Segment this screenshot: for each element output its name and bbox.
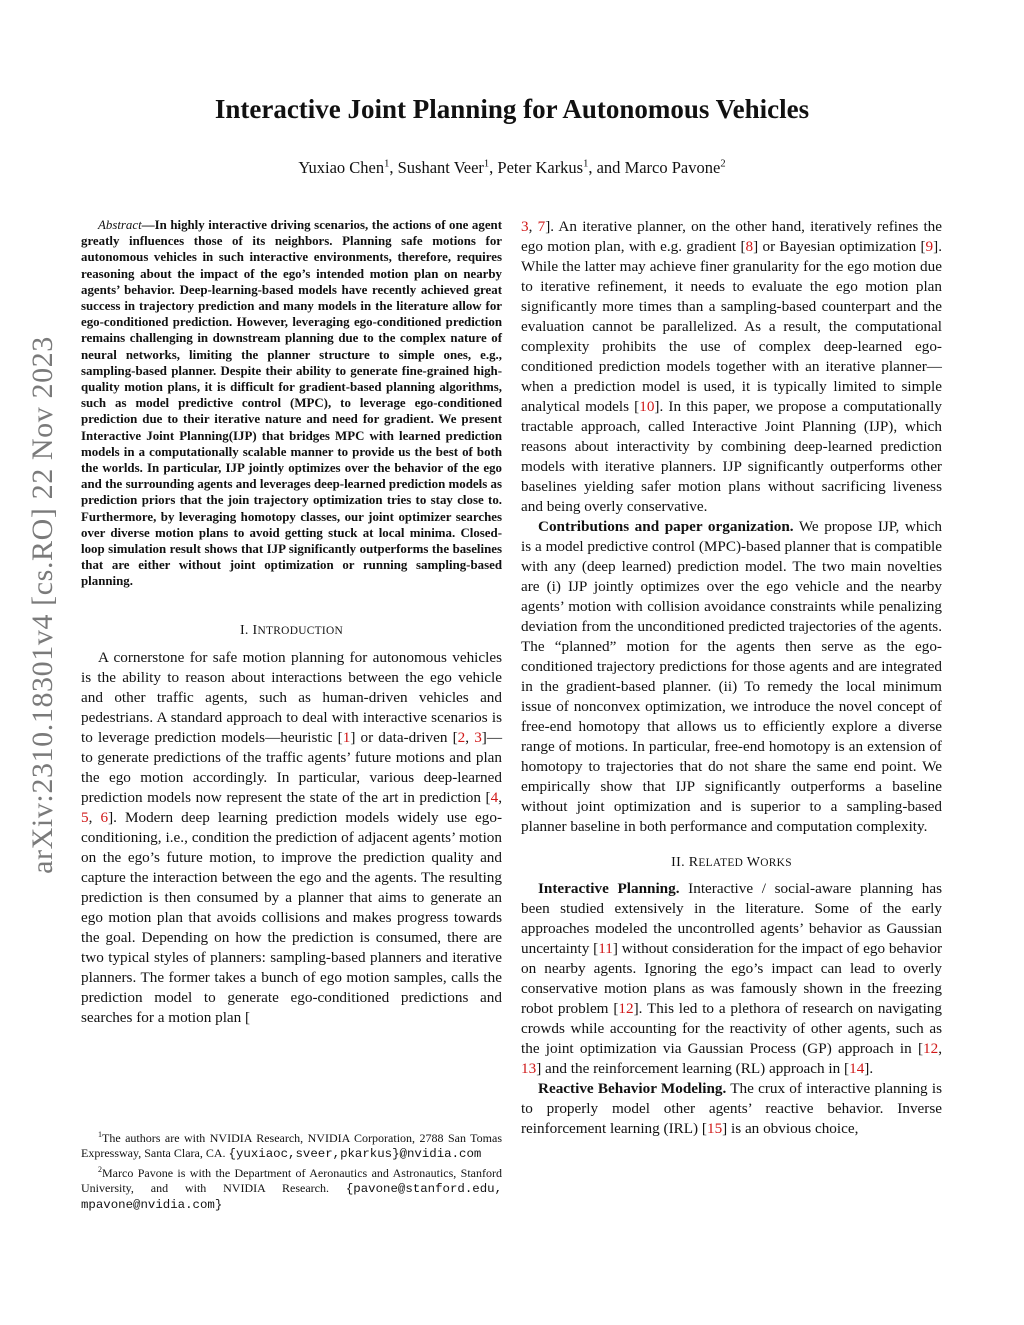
contributions-paragraph <box>521 517 942 837</box>
arxiv-sidebar <box>0 0 80 1325</box>
section-title-initial: R <box>688 855 699 870</box>
paragraph-heading: Contributions and paper organization. <box>538 518 794 535</box>
email-link[interactable]: {pavone@stanford.edu, mpavone@nvidia.com} <box>81 1182 503 1212</box>
footnote <box>81 1162 502 1213</box>
citation-link[interactable]: 8 <box>745 238 754 255</box>
footnotes <box>81 1127 502 1213</box>
text-run: The crux of interactive planning is to properly model other agents’ reactive behavior. Inverse reinforcement learning (IRL) [ <box>521 1080 942 1137</box>
affiliation-mark: 1 <box>483 158 490 170</box>
intro-paragraph-continued: 3, 7]. An iterative planner, on the other hand, iteratively refines the ego motion plan, with e.g. gradient [8] or Bayesian optimization [9]. While the latter may achieve finer granularity for the ego motion due to iterative refinement, it needs to evaluate the ego motion plan significantly more times than a sampling-based counterpart and the evaluation cannot be parallelized. As a result, the computational complexity prohibits the use of complex deep-learned ego-conditioned prediction models together with an iterative planner—when a prediction model is used, it is typically limited to simple analytical models [10]. In this paper, we propose a computationally tractable approach, called Interactive Joint Planning (IJP), which reasons about interactivity by combining deep-learned prediction models with iterative planners. IJP significantly outperforms other baselines yielding safer motion plans without sacrificing liveness and being overly conservative. <box>521 218 943 515</box>
paper-title: Interactive Joint Planning for Autonomous Vehicles <box>214 94 810 124</box>
section-title-initial: I <box>252 622 258 638</box>
affiliation-mark: 1 <box>384 158 390 170</box>
citation-link[interactable]: 1 <box>342 728 351 746</box>
citation-link[interactable]: 11 <box>598 940 613 957</box>
citation-link[interactable]: 6 <box>100 808 109 826</box>
citation-link[interactable]: 4 <box>490 788 499 806</box>
related-paragraph <box>521 1079 942 1139</box>
citation-link[interactable]: 7 <box>537 218 546 235</box>
section-title-rest: ELATED <box>698 857 744 869</box>
text-run: ]. This led to a plethora of research on navigating crowds while accounting for the reactivity of other agents, such as the joint optimization via Gaussian Process (GP) approach in [ <box>521 1000 942 1057</box>
citation-link[interactable]: 14 <box>849 1060 865 1077</box>
section-heading-related-works <box>521 853 942 873</box>
citation-link[interactable]: 3 <box>521 218 529 235</box>
affiliation-mark: 1 <box>583 158 589 170</box>
text-run: ]. In this paper, we propose a computationally tractable approach, called Interactive Joint Planning (IJP), which reasons about interactivity by combining deep-learned prediction models with iterative planners. IJP significantly outperforms other baselines yielding safer motion plans without sacrificing liveness and being overly conservative. <box>521 398 942 515</box>
footnote <box>81 1127 502 1162</box>
intro-paragraph: A cornerstone for safe motion planning for autonomous vehicles is the ability to reason about interactions between the ego vehicle and other traffic agents, such as human-driven vehicles and pedestrians. A standard approach to deal with interactive scenarios is to leverage prediction models—heuristic [1] or data-driven [2, 3]—to generate predictions of the traffic agents’ future motions and plan the ego motion accordingly. In particular, various deep-learned prediction models now represent the state of the art in prediction [4, 5, 6]. Modern deep learning prediction models widely use ego-conditioning, i.e., condition the prediction of adjacent agents’ motion on the ego’s future motion, to improve the prediction quality and capture the interaction between the ego and the agents. The resulting prediction is then consumed by a planner that aims to generate an ego motion plan that avoids collisions and makes progress towards the goal. Depending on how the prediction is consumed, there are two typical styles of planners: sampling-based planners and iterative planners. The former takes a bunch of ego motion samples, calls the prediction model to generate ego-conditioned predictions and searches for a motion plan [ <box>81 648 503 1026</box>
text-run: A cornerstone for safe motion planning for autonomous vehicles is the ability to reason about interactions between the ego vehicle and other traffic agents, such as human-driven vehicles and pedestrians. A standard approach to deal with interactive scenarios is to leverage prediction models—heuristic [ <box>81 648 502 746</box>
footnote-text: Marco Pavone is with the Department of Aeronautics and Astronautics, Stanford University, and with NVIDIA Research. <box>81 1166 502 1195</box>
text-run: ] without consideration for the impact of ego behavior on nearby agents. Ignoring the ego’s impact can lead to overly conservative motion plans as was famously shown in the freezing robot problem [ <box>521 940 943 1017</box>
citation-link[interactable]: 15 <box>706 1120 723 1137</box>
section-heading-introduction <box>81 621 502 641</box>
text-run: ] or Bayesian optimization [ <box>753 238 926 255</box>
author-list: Yuxiao Chen$^1$, Sushant Veer$^1$, Peter Karkus$^1$, and Marco Pavone$^2$ <box>298 158 726 177</box>
section-title-initial: W <box>746 855 761 870</box>
author-name: Marco Pavone <box>624 158 721 177</box>
author-name: Yuxiao Chen <box>298 158 385 177</box>
paragraph-heading: Reactive Behavior Modeling. <box>538 1080 727 1097</box>
paragraph-heading: Interactive Planning. <box>538 880 680 897</box>
author-name: Peter Karkus <box>497 158 584 177</box>
citation-link[interactable]: 9 <box>925 238 934 255</box>
related-paragraph: Interactive Planning. Interactive / social-aware planning has been studied extensively in the literature. Some of the early approaches modeled the uncontrolled agents’ behavior as Gaussian uncertainty [11] without consideration for the impact of ego behavior on nearby agents. Ignoring the ego’s impact can lead to overly conservative motion plans as was famously shown in the freezing robot problem [12]. This led to a plethora of research on navigating crowds while accounting for the reactivity of other agents, such as the joint optimization via Gaussian Process (GP) approach in [12, 13] and the reinforcement learning (RL) approach in [14]. <box>521 880 943 1077</box>
section-title-rest: ORKS <box>760 857 792 869</box>
arxiv-identifier[interactable]: arXiv:2310.18301v4 [cs.RO] 22 Nov 2023 <box>26 336 59 874</box>
abstract-text: In highly interactive driving scenarios, the actions of one agent greatly influences those of its neighbors. Planning safe motions for autonomous vehicles in such interactive environments, therefore, requires reasoning about the impact of the ego’s intended motion plan on nearby agents’ behavior. Deep-learning-based models have recently achieved great success in trajectory prediction and many models in the literature allow for ego-conditioned prediction. However, leveraging ego-conditioned prediction remains challenging in downstream planning due to the complex nature of neural networks, limiting the planner structure to simple ones, e.g., sampling-based planner. Despite their ability to generate fine-grained high-quality motion plans, it is difficult for gradient-based planning algorithms, such as model predictive control (MPC), to leverage ego-conditioned prediction due to their iterative nature and need for gradient. We present Interactive Joint Planning(IJP) that bridges MPC with learned prediction models in a computationally scalable manner to provide us the best of both the worlds. In particular, IJP jointly optimizes over the behavior of the ego and the surrounding agents and leverages deep-learned prediction models as prediction priors that the join trajectory optimization tries to stay close to. Furthermore, by leveraging homotopy classes, our joint optimizer searches over diverse motion plans to avoid getting stuck at local minima. Closed-loop simulation result shows that IJP significantly outperforms the baselines that are either without joint optimization or running sampling-based planning. <box>81 218 502 589</box>
footnote-text: The authors are with NVIDIA Research, NVIDIA Corporation, 2788 San Tomas Expressway, Santa Clara, CA. <box>81 1131 502 1160</box>
footnote-mark: 2 <box>98 1165 102 1174</box>
section-number: II. <box>671 855 685 870</box>
citation-link[interactable]: 10 <box>639 398 655 415</box>
citation-link[interactable]: 5 <box>81 808 89 826</box>
text-run: ]—to generate predictions of the traffic agents’ future motions and plan the ego motion accordingly. In particular, various deep-learned prediction models now represent the state of the art in prediction [ <box>81 728 503 806</box>
citation-link[interactable]: 2 <box>457 728 466 746</box>
citation-link[interactable]: 12 <box>923 1040 939 1057</box>
abstract: Abstract—In highly interactive driving scenarios, the actions of one agent greatly influences those of its neighbors. Planning safe motions for autonomous vehicles in such interactive environments, therefore, requires reasoning about the impact of the ego’s intended motion plan on nearby agents’ behavior. Deep-learning-based models have recently achieved great success in trajectory prediction and many models in the literature allow for ego-conditioned prediction. However, leveraging ego-conditioned prediction remains challenging in downstream planning due to the complex nature of neural networks, limiting the planner structure to simple ones, e.g., sampling-based planner. Despite their ability to generate fine-grained high-quality motion plans, it is difficult for gradient-based planning algorithms, such as model predictive control (MPC), to leverage ego-conditioned prediction due to their iterative nature and need for gradient. We present Interactive Joint Planning(IJP) that bridges MPC with learned prediction models in a computationally scalable manner to provide us the best of both the worlds. In particular, IJP jointly optimizes over the behavior of the ego and the surrounding agents and leverages deep-learned prediction models as prediction priors that the join trajectory optimization tries to stay close to. Furthermore, by leveraging homotopy classes, our joint optimizer searches over diverse motion plans to avoid getting stuck at local minima. Closed-loop simulation result shows that IJP significantly outperforms the baselines that are either without joint optimization or running sampling-based planning. <box>81 218 502 589</box>
citation-link[interactable]: 3 <box>474 728 482 746</box>
text-run: ] or data-driven [ <box>350 728 458 746</box>
text-run: ] and the reinforcement learning (RL) approach in [ <box>536 1060 850 1077</box>
email-link[interactable]: {yuxiaoc,sveer,pkarkus}@nvidia.com <box>228 1147 482 1161</box>
right-column <box>521 217 942 1139</box>
citation-link[interactable]: 12 <box>618 1000 634 1017</box>
text-run: ]. <box>864 1060 874 1077</box>
left-column <box>81 217 502 1028</box>
abstract-label: Abstract <box>98 218 142 232</box>
text-run: We propose IJP, which is a model predictive control (MPC)-based planner that is compatible with any (deep learned) prediction model. The two main novelties are (i) IJP jointly optimizes over the ego vehicle and the nearby agents’ motion with collision avoidance constraints while penalizing deviation from the unconditioned predicted trajectories of the agents. The “planned” motion for the agents then serve as the ego-conditioned trajectory predictions for those agents and are integrated in the gradient-based planner. (ii) To remedy the local minimum issue of nonconvex optimization, we introduce the novel concept of free-end homotopy that allows us to efficiently explore a diverse range of motions. In particular, free-end homotopy is an extension of homotopy to trajectories that do not share the same end point. We empirically show that IJP significantly outperforms a baseline without joint optimization and is superior to a sampling-based planner baseline in both performance and computation complexity. <box>521 518 942 835</box>
text-run: ]. An iterative planner, on the other hand, iteratively refines the ego motion plan, with e.g. gradient [ <box>521 218 943 255</box>
text-run: ]. Modern deep learning prediction models widely use ego-conditioning, i.e., condition the prediction of adjacent agents’ motion on the ego’s future motion, to improve the prediction quality and capture the interaction between the ego and the agents. The resulting prediction is then consumed by a planner that aims to generate an ego motion plan that avoids collisions and makes progress towards the goal. Depending on how the prediction is consumed, there are two typical styles of planners: sampling-based planners and iterative planners. The former takes a bunch of ego motion samples, calls the prediction model to generate ego-conditioned predictions and searches for a motion plan [ <box>81 808 502 1026</box>
text-run: Interactive / social-aware planning has been studied extensively in the literature. Some of the early approaches modeled the uncontrolled agents’ behavior as Gaussian uncertainty [ <box>521 880 942 957</box>
section-number: I. <box>239 622 249 638</box>
section-title-rest: NTRODUCTION <box>257 624 344 637</box>
text-run: ]. While the latter may achieve finer granularity for the ego motion due to iterative refinement, it needs to evaluate the ego motion plan significantly more times than a sampling-based counterpart and the evaluation cannot be parallelized. As a result, the computational complexity prohibits the use of complex deep-learned ego-conditioned prediction models together with an iterative planner—when a prediction model is used, it is typically limited to simple analytical models [ <box>521 238 942 415</box>
author-name: Sushant Veer <box>397 158 484 177</box>
text-run: ] is an obvious choice, <box>722 1120 859 1137</box>
affiliation-mark: 2 <box>720 158 726 170</box>
footnote-mark: 1 <box>98 1130 102 1139</box>
citation-link[interactable]: 13 <box>521 1060 537 1077</box>
